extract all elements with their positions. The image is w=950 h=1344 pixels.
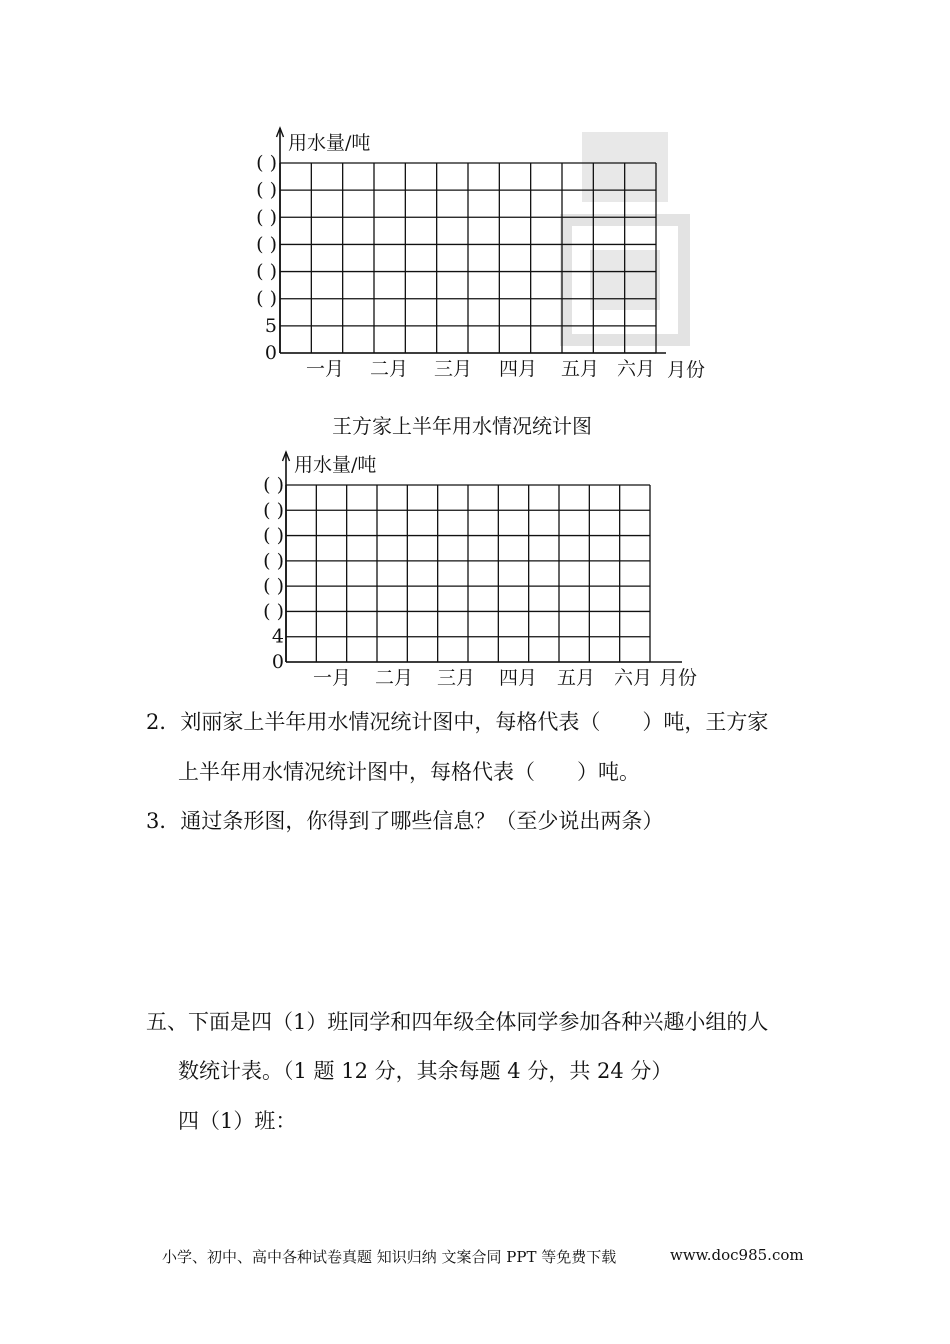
x-tick-label: 五月 xyxy=(560,358,600,380)
y-tick-label: ( ) xyxy=(256,260,277,283)
chart-wangfang-y-axis-label: 用水量/吨 xyxy=(294,454,377,476)
footer-url: www.doc985.com xyxy=(670,1246,804,1264)
chart-wangfang-x-axis-label: 月份 xyxy=(659,667,698,689)
y-tick-label: 0 xyxy=(264,342,277,364)
y-tick-label: ( ) xyxy=(263,549,284,572)
x-tick-label: 一月 xyxy=(312,667,352,689)
x-tick-label: 一月 xyxy=(305,358,345,380)
y-tick-label: ( ) xyxy=(263,600,284,623)
chart-wangfang-x-ticks xyxy=(313,667,652,689)
y-tick-label: ( ) xyxy=(263,474,284,496)
x-tick-label: 六月 xyxy=(616,358,656,380)
y-tick-label: ( ) xyxy=(256,179,277,202)
y-tick-label: ( ) xyxy=(263,575,284,598)
chart-wangfang-y-ticks xyxy=(263,474,284,673)
y-tick-label: ( ) xyxy=(263,524,284,547)
x-tick-label: 二月 xyxy=(374,667,414,689)
y-tick-label: 4 xyxy=(271,625,284,648)
y-tick-label: ( ) xyxy=(256,287,277,310)
x-tick-label: 三月 xyxy=(433,358,473,380)
x-tick-label: 六月 xyxy=(613,667,653,689)
y-tick-label: ( ) xyxy=(256,206,277,229)
y-tick-label: ( ) xyxy=(256,152,277,174)
x-tick-label: 四月 xyxy=(498,358,538,380)
footer-text: 小学、初中、高中各种试卷真题 知识归纳 文案合同 PPT 等免费下载 xyxy=(162,1248,617,1266)
x-tick-label: 五月 xyxy=(556,667,596,689)
section-5-line-1: 五、下面是四（1）班同学和四年级全体同学参加各种兴趣小组的人 xyxy=(146,1010,769,1034)
chart-wangfang-title: 王方家上半年用水情况统计图 xyxy=(332,414,592,438)
x-tick-label: 三月 xyxy=(436,667,476,689)
section-5-class-label: 四（1）班： xyxy=(178,1109,297,1133)
chart-liuli-x-axis-label: 月份 xyxy=(667,359,706,381)
question-3-line-1: 3．通过条形图，你得到了哪些信息？（至少说出两条） xyxy=(146,809,664,833)
section-5-line-2: 数统计表。（1 题 12 分，其余每题 4 分，共 24 分） xyxy=(178,1059,673,1083)
x-tick-label: 四月 xyxy=(498,667,538,689)
y-tick-label: ( ) xyxy=(256,233,277,256)
question-2-line-2: 上半年用水情况统计图中，每格代表（ ）吨。 xyxy=(178,760,640,784)
y-tick-label: 0 xyxy=(271,651,284,673)
chart-liuli-y-axis-label: 用水量/吨 xyxy=(288,132,371,154)
x-tick-label: 二月 xyxy=(369,358,409,380)
y-tick-label: 5 xyxy=(264,314,277,337)
y-tick-label: ( ) xyxy=(263,499,284,522)
chart-wangfang-grid xyxy=(283,452,683,662)
question-2-line-1: 2．刘丽家上半年用水情况统计图中，每格代表（ ）吨，王方家 xyxy=(146,710,769,734)
